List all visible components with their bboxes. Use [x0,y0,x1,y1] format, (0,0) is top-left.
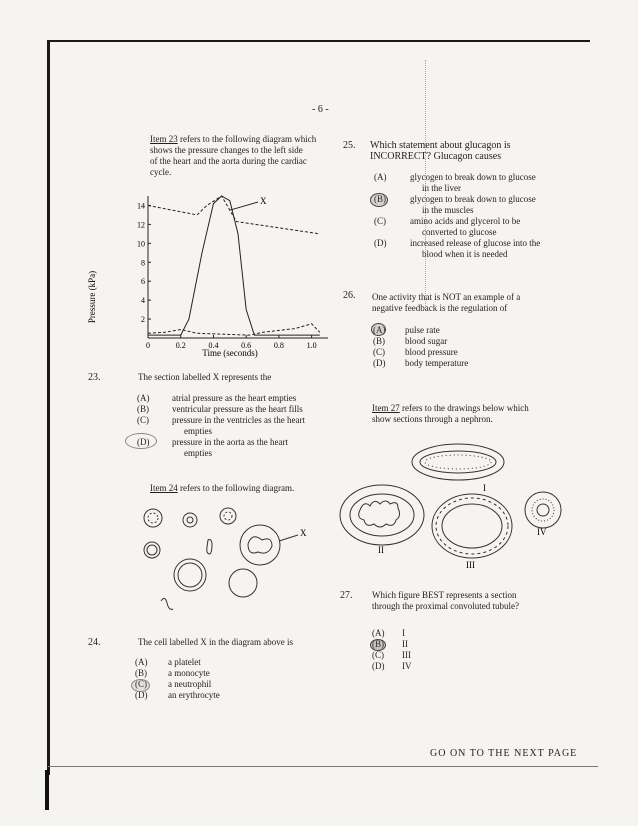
q26-option-letter[interactable]: (C) [373,347,385,357]
cell-top-right [220,508,236,524]
q25-option-letter[interactable]: (D) [374,238,387,248]
q23-option-text: pressure in the ventricles as the heart [172,415,305,425]
item24-intro: Item 24 refers to the following diagram. [150,483,295,493]
page-number: - 6 - [312,104,329,115]
q26-answer-mark [371,323,386,336]
cell-top-left [144,509,162,527]
q23-number: 23. [88,372,101,383]
scan-edge-top [50,40,590,42]
nephron-label-III: III [466,560,475,570]
q27-stem-line: through the proximal convoluted tubule? [372,601,519,611]
pressure-chart [80,180,340,370]
q24-number: 24. [88,637,101,648]
q27-option-text: III [402,650,411,660]
q27-option-text: IV [402,661,412,671]
q26-option-letter[interactable]: (B) [373,336,385,346]
item23-intro-line: of the heart and the aorta during the cardiac [150,156,307,166]
chart-x-axis-label: Time (seconds) [202,348,258,358]
q23-option-letter[interactable]: (A) [137,393,150,403]
q23-option-text: ventricular pressure as the heart fills [172,404,303,414]
nephron-section-I [412,444,504,480]
q23-option-letter[interactable]: (D) [137,437,150,447]
q25-option-text: in the liver [422,183,461,193]
chart-y-tick-label: 4 [141,296,145,306]
q27-number: 27. [340,590,353,601]
cell-x-neutrophil [240,525,280,565]
q27-option-letter[interactable]: (B) [372,639,384,649]
scan-edge-bottom [48,766,598,767]
nephron-section-III [432,494,512,558]
q27-option-letter[interactable]: (C) [372,650,384,660]
chart-x-tick-label: 0.2 [175,341,186,350]
cell-top-middle [183,513,197,527]
chart-series-line-1 [148,196,320,234]
q25-option-text: increased release of glucose into the [410,238,541,248]
item27-intro-line: show sections through a nephron. [372,414,493,424]
chart-annotation-arrow [230,202,258,210]
q23-option-text: atrial pressure as the heart empties [172,393,297,403]
q25-answer-mark [370,193,388,207]
q27-answer-mark [370,639,386,651]
cell-double-ring [174,559,206,591]
nephron-sections-diagram [338,440,568,580]
q25-option-text: glycogen to break down to glucose [410,194,536,204]
nephron-label-I: I [483,483,486,493]
item23-intro-line: cycle. [150,167,172,177]
q26-option-text: blood pressure [405,347,458,357]
footer-next-page: GO ON TO THE NEXT PAGE [430,748,578,759]
chart-y-tick-label: 8 [141,258,145,268]
q24-option-text: a neutrophil [168,679,212,689]
q23-stem: The section labelled X represents the [138,372,272,382]
q26-number: 26. [343,290,356,301]
chart-x-tick-label: 0.6 [241,341,252,350]
q24-stem: The cell labelled X in the diagram above is [138,637,293,647]
q24-option-text: an erythrocyte [168,690,220,700]
q26-stem-line: One activity that is NOT an example of a [372,292,521,302]
q25-option-text: glycogen to break down to glucose [410,172,536,182]
q27-option-text: I [402,628,405,638]
q24-option-letter[interactable]: (D) [135,690,148,700]
chart-y-axis-label: Pressure (kPa) [87,270,97,324]
chart-y-tick-label: 10 [137,239,145,249]
q24-option-text: a platelet [168,657,201,667]
chart-x-tick-label: 1.0 [306,341,317,350]
cell-chain [161,598,173,609]
chart-annotation-x: X [260,196,267,206]
chart-y-tick-label: 14 [137,201,145,211]
q23-option-text: empties [184,448,212,458]
q27-stem-line: Which figure BEST represents a section [372,590,517,600]
q25-option-letter[interactable]: (B) [374,194,386,204]
item23-intro-line: Item 23 refers to the following diagram which [150,134,317,144]
q26-option-text: pulse rate [405,325,440,335]
q25-number: 25. [343,140,356,151]
scan-edge-left [47,40,50,775]
q27-option-text: II [402,639,408,649]
q23-option-text: empties [184,426,212,436]
q25-stem-line: Which statement about glucagon is [370,140,511,151]
chart-x-tick-label: 0 [146,341,150,350]
q25-option-text: blood when it is needed [422,249,508,259]
q26-option-letter[interactable]: (D) [373,358,386,368]
blood-cells-diagram [130,500,330,620]
chart-series-line-2 [148,324,320,335]
q23-answer-mark [125,433,157,449]
chart-y-tick-label: 12 [137,220,145,230]
cell-large [229,569,257,597]
q25-option-text: in the muscles [422,205,474,215]
q24-answer-mark [131,679,150,692]
q23-option-letter[interactable]: (C) [137,415,149,425]
q24-option-letter[interactable]: (A) [135,657,148,667]
q25-option-text: converted to glucose [422,227,497,237]
scan-edge-left-mark [45,770,49,810]
q23-option-text: pressure in the aorta as the heart [172,437,288,447]
q23-option-letter[interactable]: (B) [137,404,149,414]
nephron-section-IV [525,492,561,528]
q26-option-letter[interactable]: (A) [373,325,386,335]
chart-y-tick-label: 2 [141,315,145,325]
chart-y-tick-label: 6 [141,277,145,287]
chart-x-tick-label: 0.4 [208,341,219,350]
q26-option-text: body temperature [405,358,469,368]
q26-option-text: blood sugar [405,336,448,346]
cell-small-ring [144,542,160,558]
nephron-label-II: II [378,545,384,555]
q24-option-letter[interactable]: (C) [135,679,147,689]
nephron-label-IV: IV [537,527,547,537]
q27-option-letter[interactable]: (D) [372,661,385,671]
nephron-section-II [340,485,424,545]
item27-intro-line: Item 27 refers to the drawings below which [372,403,529,413]
q25-option-text: amino acids and glycerol to be [410,216,521,226]
q24-option-text: a monocyte [168,668,210,678]
q26-stem-line: negative feedback is the regulation of [372,303,508,313]
q25-option-letter[interactable]: (A) [374,172,387,182]
q25-option-letter[interactable]: (C) [374,216,386,226]
q25-stem-line: INCORRECT? Glucagon causes [370,151,502,162]
platelet-shape [207,540,212,554]
cell-x-label: X [300,528,307,538]
item23-intro-line: shows the pressure changes to the left side [150,145,303,155]
chart-x-tick-label: 0.8 [273,341,284,350]
q24-option-letter[interactable]: (B) [135,668,147,678]
q27-option-letter[interactable]: (A) [372,628,385,638]
